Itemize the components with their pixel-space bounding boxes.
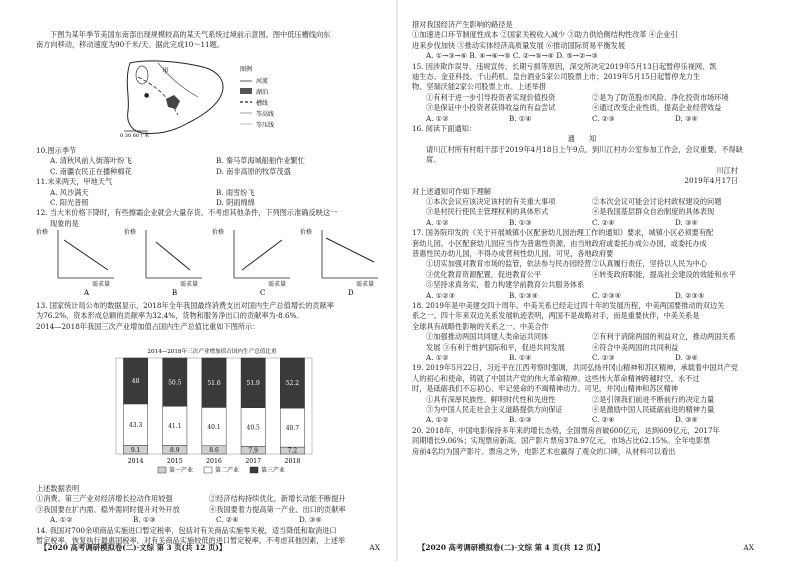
x-tick-label: 2014: [127, 458, 144, 465]
footer-code: AX: [743, 542, 754, 552]
text-line: A. ①→③→⑥ B. ④→⑥→⑤ C. ②→⑤→④ D. ⑤→②→③: [426, 51, 598, 61]
q13-line: 13. 国家统计局公布的数据显示，2018年全年我国最终消费支出对国内生产总值增长的贡献率: [36, 301, 334, 310]
q19-line: 时，是砥砺我们不忘初心、牢记使命的不竭精神动力。可见，井冈山精神和苏区精神: [412, 384, 678, 394]
intro-line: 下图为某年季节美国东南部出现规模较高的某天气系统过境前示意图。图中低压槽线向东: [50, 30, 331, 39]
bar-value-label: 51.9: [246, 380, 260, 388]
svg-text:价格: 价格: [124, 229, 137, 236]
svg-text:价格: 价格: [212, 229, 225, 236]
bar-value-label: 40.7: [285, 424, 300, 432]
svg-text:需求量: 需求量: [180, 281, 199, 288]
option-row: ①具有深厚民族性、鲜明时代性和先进性 ②是引领我们前进不断前行的决定力量: [426, 394, 715, 404]
q18-line: 18. 2019年是中美建交四十周年。中美关系已经走过四十年的发展历程，中美两国要推动的双边关: [412, 300, 725, 310]
x-tick-label: 2017: [245, 458, 262, 465]
notice-date: 2019年4月17日: [684, 176, 738, 186]
q13-after: 上述数据表明: [36, 484, 80, 493]
bar-value-label: 50.5: [168, 379, 182, 387]
option-row: ①有利于进一步引导投资者实现价值投资 ②是为了防范股市风险、净化投资市场环境: [426, 92, 729, 102]
question-12-stem: 12. 当大米价格下降时，有些擦霜企业就会大量存货。不考虑其他条件，下列图示准确反映这一: [36, 208, 338, 218]
page-footer: [40, 543, 380, 553]
intro-text: [36, 30, 382, 51]
question-13: [36, 301, 382, 332]
bar-value-label: 9.1: [130, 446, 141, 454]
legend-contour: 等高线: [256, 111, 275, 118]
q20-line: 20. 2018年，中国电影保持多年来的增长态势，全国票房首破600亿元，达到609亿元，2017年: [412, 425, 720, 435]
option-row: A. 清秋风前人街落叶纷飞 B. 秦马草海城船舶作业繁忙: [50, 156, 305, 166]
price-demand-graphs: [36, 226, 382, 296]
legend-swatch: [250, 467, 258, 473]
bar-value-label: 40.1: [207, 423, 221, 431]
question-stem: 11.未来两天，甲地天气: [36, 177, 113, 187]
bar-value-label: 7.9: [248, 447, 258, 455]
bar-value-label: 8.9: [170, 446, 180, 454]
bar-value-label: 52.2: [285, 380, 300, 388]
bar-value-label: 8.6: [209, 447, 219, 455]
legend-river: 河流: [256, 78, 269, 85]
option-row: ③是村民行使民主管理权利的具体形式 ④是我国基层群众自治制度的具体表现: [426, 207, 715, 217]
q16-stem: 16. 阅读下面通知：: [412, 124, 477, 134]
notice-body: 请川江村所有村组干部于2019年4月18日上午9点，到川江村办公室参加工作会，会议重要，不得缺席。: [426, 144, 743, 165]
notice-sign: 川江村: [716, 165, 738, 175]
q15-line: 15. 因涉欺诈误导、违规宣传、长期亏损等原因，深交所决定2019年5月13日起暂停乐视网、凯: [412, 61, 717, 71]
q17-line: 套幼儿园。小区配套幼儿园应当作为普惠性资源，由当地政府或委托办成公办园，或委托办成: [412, 238, 707, 248]
q20-line: 同期增长9.06%；实现票房新高。国产影片票房378.97亿元，市场占比62.15%。全年电影票: [412, 436, 711, 446]
option-row: ①本次会议应该决定该村的有关重大事项 ②本次会议可能会讨论村政权建设的问题: [426, 196, 722, 206]
q17-line: 17. 国务院印发的《关于开展城镇小区配套幼儿园治理工作的通知》要求，城镇小区必须要有配: [412, 228, 714, 238]
q14-line: 暂定税率，恢复执行最惠国税率，对有关商品实施较低的进口暂定税率。不考虑其他因素，上述举: [36, 536, 346, 546]
graph-label: B: [172, 289, 178, 296]
q18-line: 全球具有战略性影响的关系之一。中美合作: [412, 321, 549, 331]
q13-line: 2014—2018年我国三次产业增加值占国内生产总值比重如下图所示：: [36, 321, 260, 331]
option-row: A. ①②③ B. ①③④ C. ②③④ D. ②③⑤: [426, 290, 705, 300]
option-row: ③是保证中小投资者获得收益的有益尝试 ④通过改变企业性质，提高企业经营效益: [426, 103, 722, 113]
x-tick-label: 2016: [206, 458, 222, 465]
option-row: ③为中国人民走社会主义道路提供方向保证 ④是激励中国人民砥砺前进的精神力量: [426, 405, 715, 415]
svg-text:价格: 价格: [36, 229, 49, 236]
legend-label: 第三产业: [261, 467, 286, 474]
intro-line: 南方向移动，移动速度为90千米/天。据此完成10～11题。: [36, 40, 224, 50]
option-row: A. ①② B. ①④ C. ②③ D. ③④: [426, 353, 698, 362]
q18-line: 系之一。四十年来双边关系发展轨迹表明，两国不是战略对手，而是重要伙伴，中美关系是: [412, 311, 700, 321]
option-row: A. ①② B. ①③ C. ②④ D. ③④: [426, 217, 698, 227]
q19-line: 人的初心和使命，铸就了中国共产党的伟大革命精神。这些伟大革命精神跨越时空，永不过: [412, 373, 700, 383]
q16-after: 对上述通知可作如下理解: [412, 186, 492, 196]
option-row: 发展 ③有利于维护国际和平，促进共同发展 ④符合中美两国的共同利益: [426, 342, 679, 352]
page4-content: [412, 20, 758, 457]
bar-value-label: 41.1: [168, 423, 182, 431]
notice-title: 通 知: [567, 134, 603, 144]
exam-page-3: [0, 0, 396, 561]
option-row: A. ①② B. ①③ C. ②④ D. ③④: [50, 515, 322, 525]
legend-title: 图例: [240, 66, 253, 73]
svg-text:需求量: 需求量: [92, 281, 111, 288]
bar-value-label: 7.2: [287, 447, 298, 455]
legend-swatch: [158, 467, 166, 473]
option-row: ①消费、第三产业对经济增长拉动作用较强 ②经济结构持续优化，新增长动能不断提升: [36, 494, 346, 504]
footer-text: 【2020 高考调研模拟卷(二)·文综 第 4 页(共 12 页)】: [418, 542, 605, 552]
q15-line: 物、坚瑞沃能2家公司股票上市。上述举措: [412, 82, 546, 92]
text-line: 措对我国经济产生影响的路径是: [412, 20, 513, 29]
page-footer: [418, 543, 754, 553]
question-12-stem: 现象的是: [50, 218, 79, 228]
svg-text:●: ●: [144, 92, 150, 99]
x-tick-label: 2018: [284, 458, 301, 465]
bar-value-label: 51.6: [207, 379, 221, 387]
bar-value-label: 43.3: [128, 421, 143, 429]
q14-line: 14. 我国对700余项商品实施进口暂定税率，包括对有关商品实施零关税，适当降低和取消进口: [36, 525, 337, 535]
option-row: ③我国要在扩内需、稳外需同时提升对外开放 ④我国要着力提高第一产业、出口的贡献率: [36, 504, 346, 514]
weather-map: [118, 57, 298, 139]
graph-a: [36, 228, 114, 296]
option-row: C. 南疆农民正在播种棉花 D. 南非高原的牧草茂盛: [50, 166, 291, 176]
q15-line: 迪生态、金亚科技、千山药机、皇台酒业5家公司股票上市；2019年5月15日起暂停龙力生: [412, 72, 701, 82]
graph-label: C: [260, 289, 266, 296]
q17-line: 普惠性民办幼儿园，不得办成营利性幼儿园。可见，各地政府要: [412, 248, 614, 258]
q20-line: 房前4名均为国产影片。票房之外，电影艺术也赢得了观众的口碑，从材料可以看出: [412, 446, 676, 456]
q19-line: 19. 2019年5月22日，习近平在江西考察时强调，共同弘扬井冈山精神和苏区精神，承载着中国共产党: [412, 363, 739, 373]
chart-title: 2014—2018年三次产业增加值占国内生产总值比重: [147, 349, 277, 355]
svg-text:需求量: 需求量: [268, 281, 287, 288]
legend-label: 第一产业: [169, 467, 194, 474]
bar-value-label: 40.5: [246, 424, 260, 432]
option-row: A. ①② B. ①④ C. ②③ D. ③④: [426, 113, 698, 123]
x-tick-label: 2015: [166, 458, 183, 465]
exam-page-4: [398, 0, 794, 561]
graph-c: [212, 228, 290, 296]
footer-text: 【2020 高考调研模拟卷(二)·文综 第 3 页(共 12 页)】: [40, 542, 227, 552]
questions-10-11: [36, 146, 382, 229]
option-row: ⑤坚持求真务实，着力构建学前教育公共服务体系: [426, 280, 585, 290]
svg-text:价格: 价格: [300, 229, 313, 236]
option-row: ①加强推动两国共同建人类命运共同体 ②有利于消除两国的利益对立，推动两国关系: [426, 332, 736, 342]
map-scale: 0 30 60千米: [120, 133, 150, 139]
question-13-options: [36, 484, 382, 546]
industry-share-chart: [106, 346, 318, 481]
option-row: A. 风沙满天 B. 雨雪纷飞: [50, 187, 255, 197]
legend-lake: 湖泊: [256, 89, 269, 96]
option-row: ①切实加强对教育市场的监管，依法参与民办园经营 ②认真履行责任，坚持以人民为中心: [426, 259, 708, 269]
graph-d: [300, 228, 378, 296]
option-row: ③优化教育资源配置，促进教育公平 ④转变政府职能，提高社会建设的效能和水平: [426, 269, 736, 279]
footer-code: AX: [369, 542, 380, 552]
option-row: C. 阳光普照 D. 阴雨绵绵: [50, 198, 255, 208]
legend-swatch: [204, 467, 212, 473]
option-row: A. ①② B. ①③ C. ②④ D. ③④: [426, 415, 698, 425]
legend-isobar: 等压线: [256, 122, 275, 129]
bar-value-label: 48: [131, 378, 140, 386]
text-line: 进来步伐加快 ⑤推动实体经济高质量发展 ⑥推动国际贸易平衡发展: [412, 40, 626, 50]
legend-trough: 槽线: [256, 100, 269, 107]
q13-line: 为76.2%，资本形成总额的贡献率为32.4%，货物和服务净出口的贡献率为-8.6%。: [36, 311, 304, 321]
svg-text:甲: 甲: [162, 67, 169, 75]
svg-text:需求量: 需求量: [356, 281, 375, 288]
question-stem: 10.图示季节: [36, 146, 77, 155]
legend-label: 第二产业: [215, 467, 240, 474]
graph-label: D: [348, 289, 354, 296]
graph-b: [124, 228, 202, 296]
text-line: ①加速进口环节制度性成本 ②国家关税收入减少 ③助力供给侧结构性改革 ④企业引: [412, 30, 678, 40]
graph-label: A: [84, 289, 90, 296]
